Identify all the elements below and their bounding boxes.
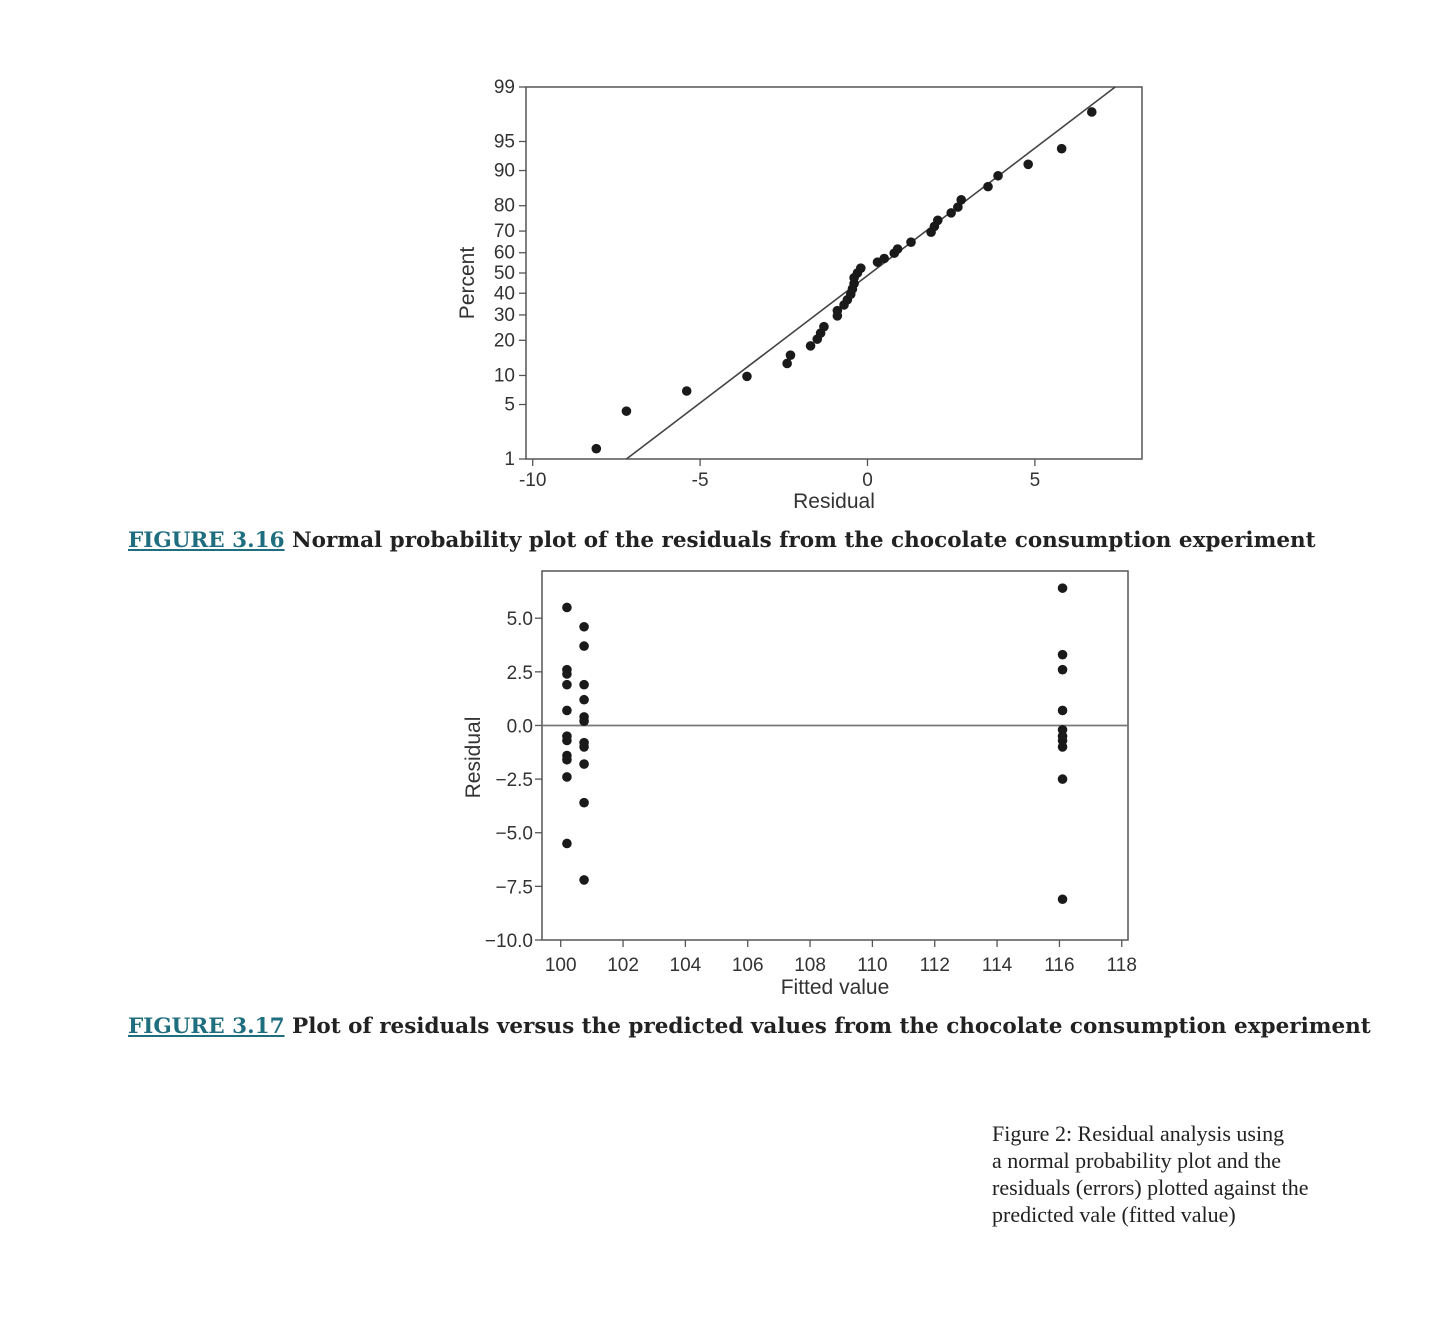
x-tick-label: 106 (731, 955, 764, 976)
note-line: predicted vale (fitted value) (992, 1202, 1236, 1227)
data-point (906, 237, 916, 247)
data-point (1058, 706, 1068, 716)
data-point (893, 244, 903, 254)
x-tick-label: 110 (857, 955, 888, 976)
data-point (562, 603, 572, 613)
y-tick-label: 10 (493, 365, 515, 387)
data-point (1058, 774, 1068, 784)
y-axis-label: Percent (456, 246, 479, 320)
note-line: residuals (errors) plotted against the (992, 1175, 1309, 1200)
x-axis-label: Residual (793, 490, 875, 513)
normal-probability-plot (456, 77, 1142, 513)
data-point (682, 386, 692, 396)
y-tick-label: 30 (493, 304, 515, 326)
data-point (579, 798, 589, 808)
y-tick-label: 90 (493, 160, 515, 182)
plot-frame (526, 87, 1142, 459)
y-tick-label: 40 (493, 283, 515, 305)
data-point (579, 875, 589, 885)
data-point (1058, 665, 1068, 675)
data-point (983, 182, 993, 192)
data-point (592, 444, 602, 454)
data-point (622, 406, 632, 416)
data-point (1058, 742, 1068, 752)
data-point (1058, 650, 1068, 660)
data-point (579, 742, 589, 752)
x-tick-label: -10 (518, 470, 547, 491)
note-line: Figure 2: Residual analysis using (992, 1121, 1285, 1146)
y-tick-label: 5 (504, 394, 515, 416)
x-tick-label: 0 (862, 470, 873, 491)
x-tick-label: 118 (1106, 955, 1137, 976)
data-point (562, 772, 572, 782)
figure-3-16-caption (128, 528, 1316, 553)
y-tick-label: 2.5 (506, 662, 533, 684)
y-tick-label: −10.0 (484, 931, 533, 952)
plot-frame (542, 571, 1128, 940)
data-point (579, 622, 589, 632)
data-point (579, 641, 589, 651)
y-tick-label: 70 (493, 221, 515, 243)
y-tick-label: −7.5 (495, 877, 533, 899)
data-point (1057, 144, 1067, 154)
note-line: a normal probability plot and the (992, 1148, 1281, 1173)
data-point (819, 322, 829, 332)
x-tick-label: 108 (794, 955, 826, 976)
x-tick-label: 114 (981, 955, 1013, 976)
y-tick-label: 1 (504, 449, 515, 470)
y-tick-label: 50 (493, 263, 515, 284)
data-point (1058, 894, 1068, 904)
x-tick-label: -5 (691, 470, 709, 491)
x-tick-label: 100 (544, 955, 577, 976)
figure-3-16-link[interactable]: FIGURE 3.16 (128, 528, 285, 553)
x-tick-label: 112 (919, 955, 950, 976)
y-tick-label: −5.0 (495, 823, 533, 845)
figure-3-17-caption-text: Plot of residuals versus the predicted values from the chocolate consumption experiment (284, 1014, 1371, 1039)
x-tick-label: 104 (669, 955, 702, 976)
data-point (786, 350, 796, 360)
data-point (562, 680, 572, 690)
data-point (1023, 160, 1033, 170)
data-point (1087, 107, 1097, 117)
y-tick-label: 0.0 (506, 716, 533, 738)
data-point (879, 254, 889, 264)
y-tick-label: 20 (493, 330, 515, 352)
data-point (562, 736, 572, 746)
x-axis-label: Fitted value (780, 976, 890, 999)
x-tick-label: 5 (1029, 470, 1041, 491)
data-point (579, 695, 589, 705)
x-tick-label: 102 (607, 955, 639, 976)
figure-3-17-link[interactable]: FIGURE 3.17 (128, 1014, 285, 1039)
y-tick-label: 5.0 (506, 609, 533, 631)
residuals-vs-fitted-plot (462, 571, 1137, 999)
data-point (1058, 583, 1068, 593)
data-point (782, 359, 792, 369)
fit-line (626, 87, 1115, 459)
data-point (562, 669, 572, 679)
data-point (956, 195, 966, 205)
y-tick-label: 60 (493, 242, 515, 264)
y-tick-label: −2.5 (495, 770, 533, 792)
data-point (579, 759, 589, 769)
data-point (933, 216, 943, 226)
y-axis-label: Residual (462, 716, 485, 799)
x-tick-label: 116 (1044, 955, 1075, 976)
data-point (742, 372, 752, 382)
data-point (562, 755, 572, 765)
y-tick-label: 95 (493, 131, 515, 153)
y-tick-label: 80 (493, 195, 515, 217)
figure-2-note (992, 1120, 1362, 1228)
data-point (562, 839, 572, 849)
data-point (993, 171, 1003, 181)
figure-3-17-caption (128, 1014, 1371, 1039)
data-point (856, 263, 866, 273)
data-point (579, 716, 589, 726)
y-tick-label: 99 (493, 77, 515, 98)
data-point (562, 706, 572, 716)
data-point (579, 680, 589, 690)
figure-3-16-caption-text: Normal probability plot of the residuals from the chocolate consumption experiment (284, 528, 1316, 553)
